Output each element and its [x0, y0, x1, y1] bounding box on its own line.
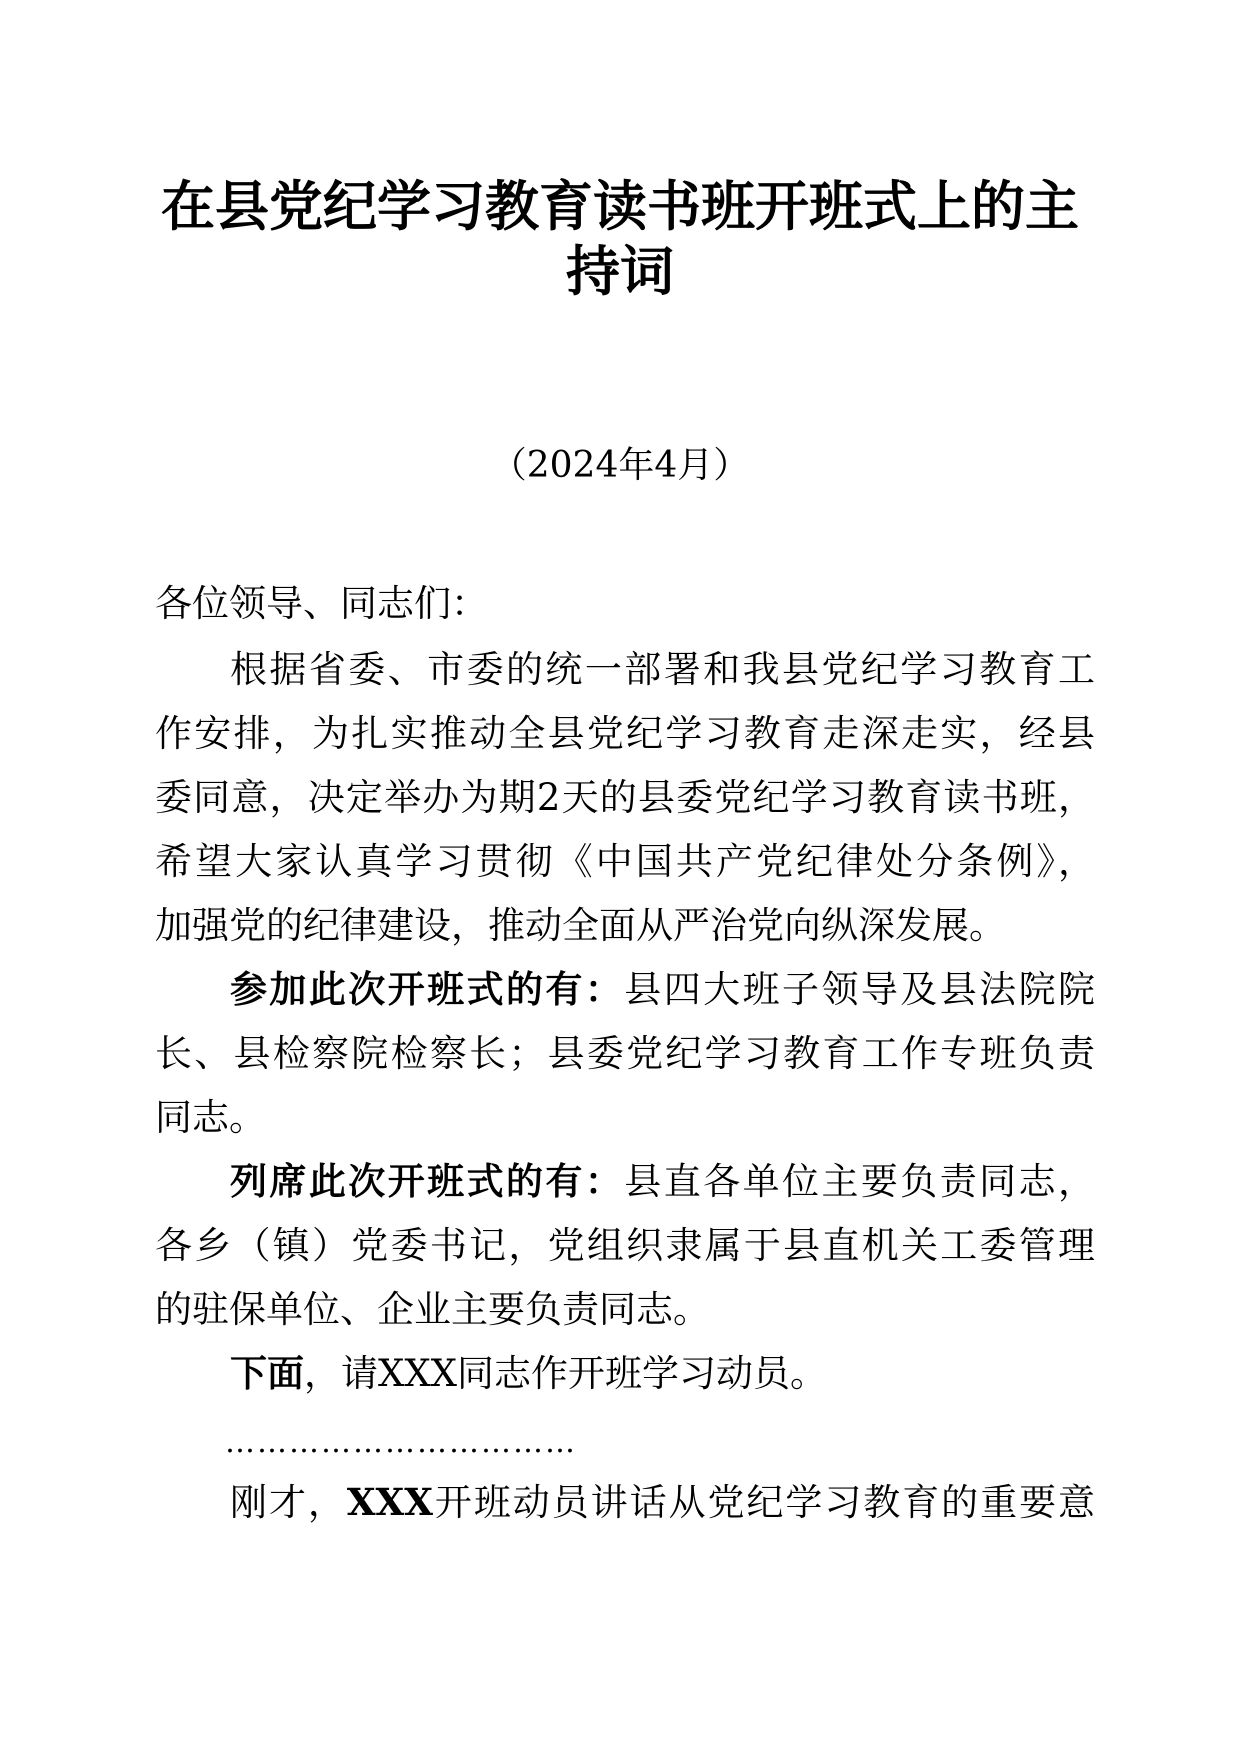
- para5-line-1: [230, 1478, 1095, 1527]
- salutation: 各位领导、同志们：: [155, 582, 488, 625]
- para2-line-2: 长、县检察院检察长；县委党纪学习教育工作专班负责: [155, 1032, 1095, 1075]
- para2-line-1-rest: 县四大班子领导及县法院院: [624, 968, 1096, 1011]
- para5-bold-name: XXX: [346, 1480, 433, 1524]
- para1-line-2: 作安排，为扎实推动全县党纪学习教育走深走实，经县: [155, 712, 1095, 755]
- document-date: （2024年4月）: [490, 445, 750, 486]
- para5-rest: 开班动员讲话从党纪学习教育的重要意: [432, 1481, 1096, 1524]
- para3-line-3: 的驻保单位、企业主要负责同志。: [155, 1288, 710, 1331]
- section-separator: ……………………………: [225, 1425, 577, 1460]
- para4-lead: 下面: [230, 1352, 304, 1395]
- para2-lead: 参加此次开班式的有：: [230, 968, 625, 1011]
- para2-line-1: [230, 966, 1095, 1014]
- para1-line-1: 根据省委、市委的统一部署和我县党纪学习教育工: [230, 648, 1095, 691]
- para4-rest: ，请XXX同志作开班学习动员。: [304, 1352, 828, 1395]
- para5-start: 刚才，: [230, 1481, 347, 1524]
- document-title-line-1: 在县党纪学习教育读书班开班式上的主: [161, 175, 1079, 238]
- para4-line-1: [230, 1350, 1095, 1398]
- document-title-line-2: 持词: [566, 240, 674, 303]
- para3-lead: 列席此次开班式的有：: [230, 1160, 625, 1203]
- para1-line-3: 委同意，决定举办为期2天的县委党纪学习教育读书班，: [155, 776, 1095, 819]
- para1-line-4: 希望大家认真学习贯彻《中国共产党纪律处分条例》，: [155, 840, 1095, 883]
- para2-line-3: 同志。: [155, 1096, 266, 1139]
- para3-line-1-rest: 县直各单位主要负责同志，: [624, 1160, 1096, 1203]
- para1-line-5: 加强党的纪律建设，推动全面从严治党向纵深发展。: [155, 904, 1006, 947]
- para3-line-2: 各乡（镇）党委书记，党组织隶属于县直机关工委管理: [155, 1224, 1095, 1267]
- para3-line-1: [230, 1158, 1095, 1206]
